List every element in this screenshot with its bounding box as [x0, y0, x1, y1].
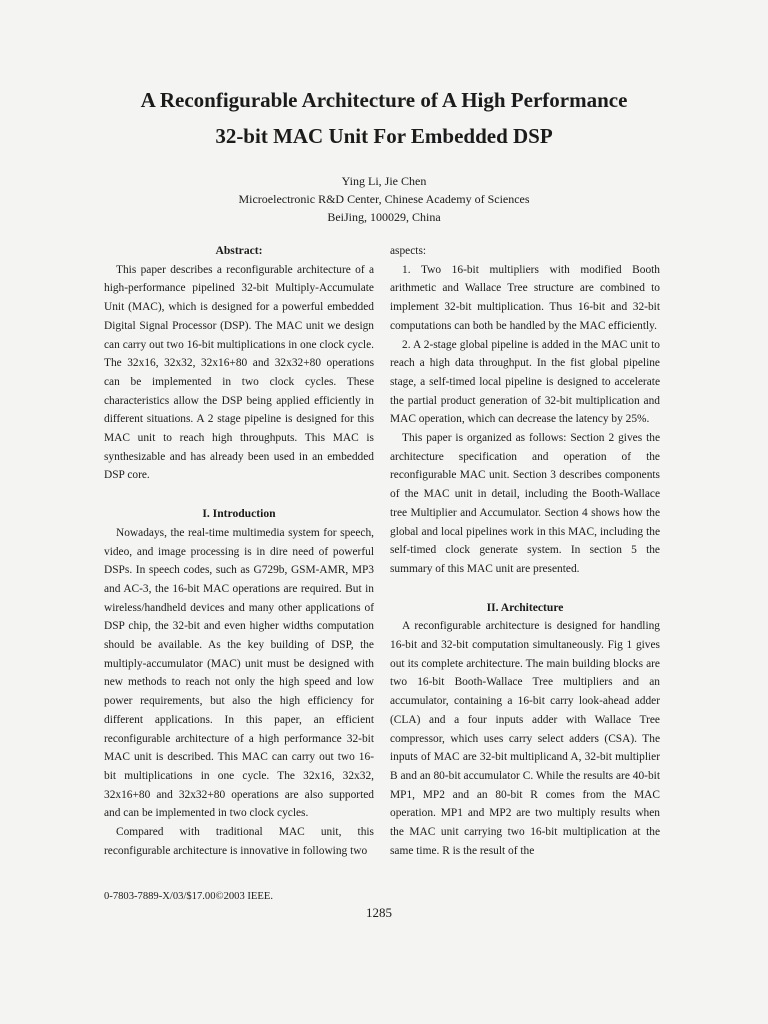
abstract-body: This paper describes a reconfigurable architecture of a high-performance pipelined 32-bit Multiply-Accumulate Unit (MAC), which is designed for a powerful embedded Digital Signal Processor (DSP). The MAC unit we design can carry out two 16-bit multiplications in one clock cycle. The 32x16, 32x32, 32x16+80 and 32x32+80 operations can be implemented in two clock cycles. These characteristics allow the DSP being applied efficiently in different situations. A 2 stage pipeline is designed for this MAC unit to reach high throughputs. This MAC is synthesizable and has already been used in an embedded DSP core.	[104, 263, 374, 482]
page-number: 1285	[366, 905, 392, 920]
abstract-heading: Abstract:	[215, 244, 263, 257]
architecture-paragraph-1: A reconfigurable architecture is designed for handling 16-bit and 32-bit computation simultaneously. Fig 1 gives out its complete architecture. The main building blocks are two 16-bit Booth-Wallace Tree multipliers and an accumulator, containing a 16-bit carry look-ahead adder (CLA) and a four inputs adder with Wallace Tree compressor, which uses carry select adders (CSA). The inputs of MAC are 32-bit multiplicand A, 32-bit multiplier B and an 80-bit accumulator C. While the results are 40-bit MP1, MP2 and an 80-bit R comes from the MAC operation. MP1 and MP2 are two multiply results when the MAC unit carrying two 16-bit multiplication at the same time. R is the result of the	[390, 620, 660, 857]
left-column	[104, 242, 374, 861]
right-column	[390, 242, 660, 861]
copyright-footnote: 0-7803-7889-X/03/$17.00©2003 IEEE.	[104, 891, 273, 902]
introduction-paragraph-5: 2. A 2-stage global pipeline is added in the MAC unit to reach a high data throughput. In the fist global pipeline stage, a self-timed local pipeline is designed to accelerate the partial product generation of 32-bit multiplication and MAC operation, which can decrease the latency by 25%.	[390, 338, 660, 426]
introduction-paragraph-3: aspects:	[390, 245, 427, 257]
section-gap	[104, 485, 374, 505]
author-location: BeiJing, 100029, China	[327, 210, 441, 224]
introduction-paragraph-6: This paper is organized as follows: Section 2 gives the architecture specification and operation of the reconfigurable MAC unit. Section 3 describes components of the MAC unit in detail, including the Booth-Wallace tree Multiplier and Accumulator. Section 4 shows how the global and local pipelines work in this MAC, including the self-timed clock generate system. In section 5 the summary of this MAC unit are presented.	[390, 432, 660, 575]
section-gap	[390, 579, 660, 599]
author-affiliation: Microelectronic R&D Center, Chinese Academy of Sciences	[238, 192, 530, 206]
introduction-paragraph-1: Nowadays, the real-time multimedia system for speech, video, and image processing is in dire need of powerful DSPs. In speech codes, such as G729b, GSM-AMR, MP3 and AC-3, the 16-bit MAC operations are required. But in wireless/handheld devices and many other applications of DSP chip, the 32-bit and even higher widths computation should be available. As the key building of DSP, the multiply-accumulator (MAC) unit must be designed with new methods to reach not only the high speed and low power requirements, but also the high efficiency for different applications. In this paper, an efficient reconfigurable architecture of a high performance 32-bit MAC unit is described. This MAC can carry out two 16-bit multiplications in one cycle. The 32x16, 32x32, 32x16+80 and 32x32+80 operations are also supported and can be implemented in two clock cycles.	[104, 526, 374, 820]
introduction-paragraph-2: Compared with traditional MAC unit, this reconfigurable architecture is innovative in following two	[104, 826, 374, 857]
introduction-paragraph-4: 1. Two 16-bit multipliers with modified Booth arithmetic and Wallace Tree structure are combined to implement 32-bit multiplication. Thus 16-bit and 32-bit computations can both be handled by the MAC efficiently.	[390, 263, 660, 332]
author-names: Ying Li, Jie Chen	[341, 174, 427, 188]
introduction-heading: I. Introduction	[202, 507, 276, 521]
paper-title-line-1: A Reconfigurable Architecture of A High Performance	[140, 88, 628, 112]
architecture-heading: II. Architecture	[486, 600, 564, 614]
paper-title-line-2: 32-bit MAC Unit For Embedded DSP	[215, 124, 553, 148]
